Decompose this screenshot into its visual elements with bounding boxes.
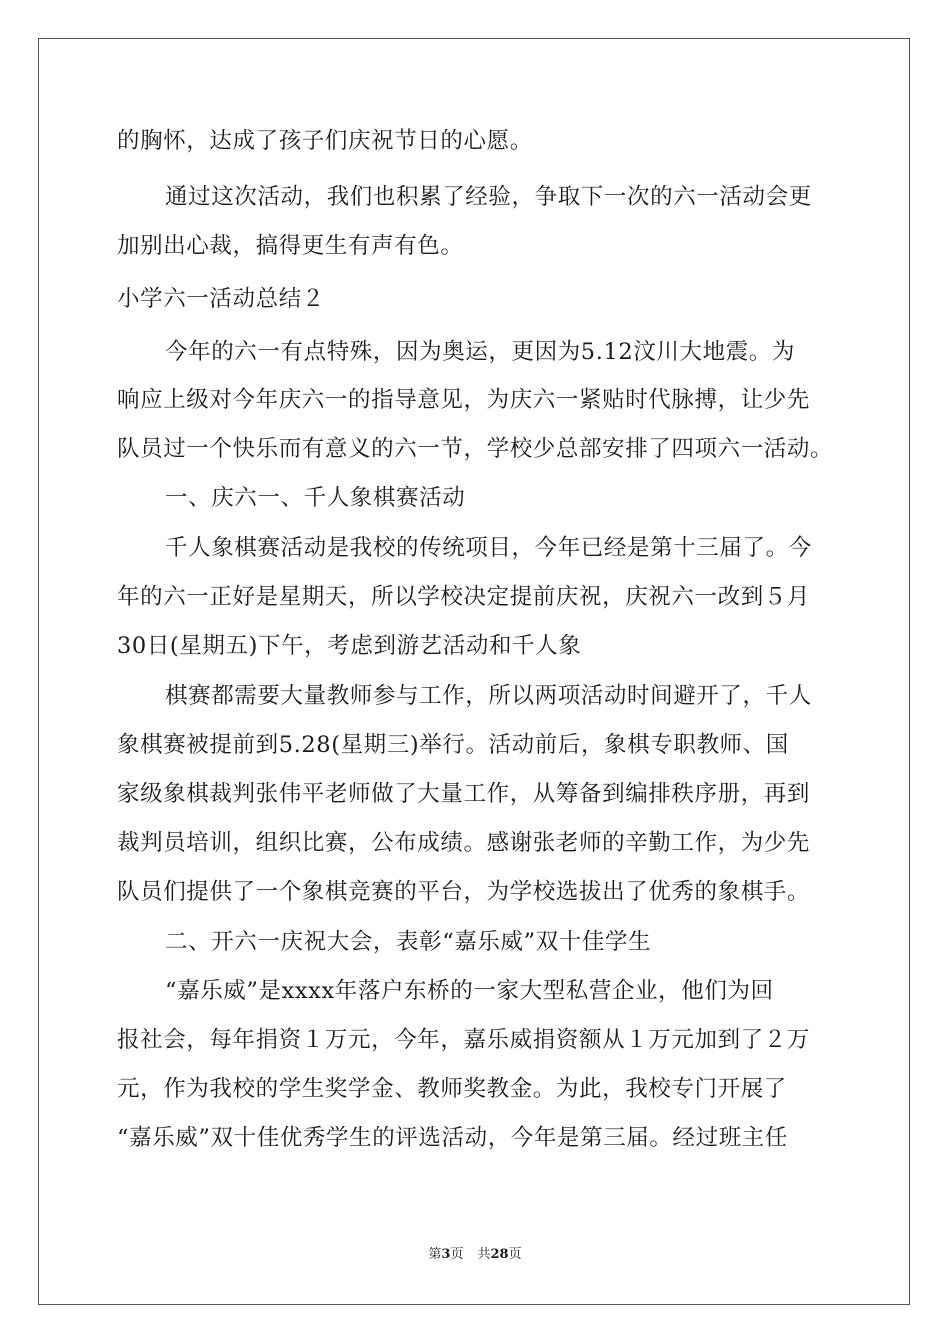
page-border <box>38 38 910 1305</box>
page-footer <box>0 1247 950 1263</box>
total-unit: 页 <box>508 1247 522 1262</box>
text-line: 队员过一个快乐而有意义的六一节，学校少总部安排了四项六一活动。 <box>117 436 834 462</box>
text-line: 元，作为我校的学生奖学金、教师奖教金。为此，我校专门开展了 <box>117 1076 787 1102</box>
text-line: 家级象棋裁判张伟平老师做了大量工作，从筹备到编排秩序册，再到 <box>117 781 811 807</box>
text-line: 裁判员培训，组织比赛，公布成绩。感谢张老师的辛勤工作，为少先 <box>117 830 811 856</box>
text-line: 响应上级对今年庆六一的指导意见，为庆六一紧贴时代脉搏，让少先 <box>117 387 811 413</box>
text-line: 报社会，每年捐资１万元，今年，嘉乐威捐资额从１万元加到了２万 <box>117 1027 811 1053</box>
text-line: “嘉乐威”是xxxx年落户东桥的一家大型私营企业，他们为回 <box>165 978 774 1004</box>
text-line: 棋赛都需要大量教师参与工作，所以两项活动时间避开了，千人 <box>165 683 812 709</box>
text-line: 千人象棋赛活动是我校的传统项目，今年已经是第十三届了。今 <box>165 535 812 561</box>
text-line: 年的六一正好是星期天，所以学校决定提前庆祝，庆祝六一改到５月 <box>117 584 811 610</box>
section-heading: 小学六一活动总结２ <box>117 286 325 312</box>
text-line: 加别出心裁，搞得更生有声有色。 <box>117 233 464 259</box>
text-line: 今年的六一有点特殊，因为奥运，更因为5.12汶川大地震。为 <box>165 339 795 365</box>
subsection-heading: 二、开六一庆祝大会，表彰“嘉乐威”双十佳学生 <box>165 929 652 955</box>
page-total: 28 <box>490 1247 509 1262</box>
total-prefix: 共 <box>477 1247 491 1262</box>
page-prefix: 第 <box>428 1247 442 1262</box>
text-line: 象棋赛被提前到5.28(星期三)举行。活动前后，象棋专职教师、国 <box>117 732 789 758</box>
page-unit: 页 <box>450 1247 464 1262</box>
text-line: 的胸怀，达成了孩子们庆祝节日的心愿。 <box>117 128 533 154</box>
text-line: 30日(星期五)下午，考虑到游艺活动和千人象 <box>117 633 582 659</box>
text-line: “嘉乐威”双十佳优秀学生的评选活动，今年是第三届。经过班主任 <box>117 1125 789 1151</box>
text-line: 队员们提供了一个象棋竞赛的平台，为学校选拔出了优秀的象棋手。 <box>117 879 811 905</box>
subsection-heading: 一、庆六一、千人象棋赛活动 <box>165 485 466 511</box>
text-line: 通过这次活动，我们也积累了经验，争取下一次的六一活动会更 <box>165 184 812 210</box>
page-current: 3 <box>441 1247 451 1262</box>
